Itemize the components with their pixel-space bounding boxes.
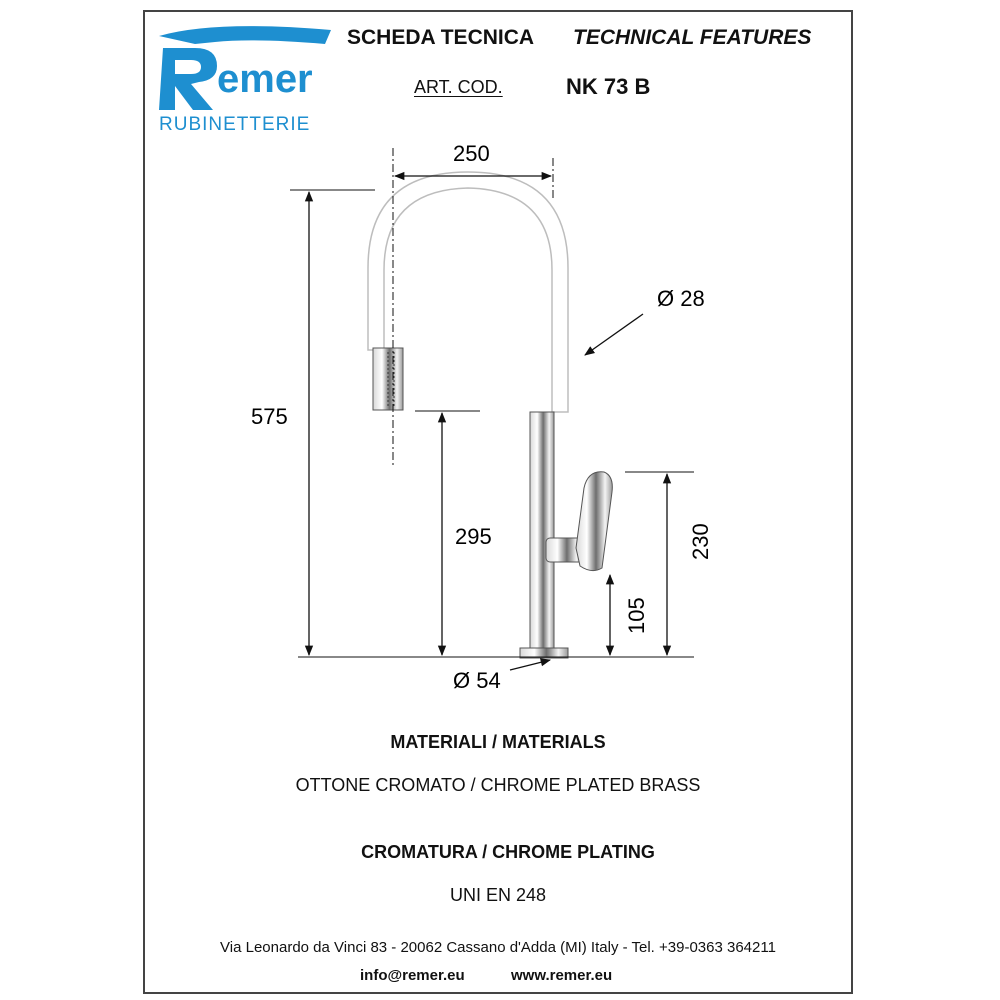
footer-email[interactable]: info@remer.eu <box>360 967 465 984</box>
technical-features-title: TECHNICAL FEATURES <box>573 26 812 49</box>
faucet-body <box>530 412 554 650</box>
scheda-tecnica-title: SCHEDA TECNICA <box>347 26 535 49</box>
brand-subtitle: RUBINETTERIE <box>159 114 311 135</box>
footer-website[interactable]: www.remer.eu <box>511 967 613 984</box>
dim-label-250: 250 <box>453 141 490 166</box>
lever-handle <box>546 472 612 571</box>
dim-label-o28: Ø 28 <box>657 286 705 311</box>
materials-title: MATERIALI / MATERIALS <box>390 732 606 752</box>
dim-label-575: 575 <box>251 404 288 429</box>
logo-word: emer <box>217 57 313 101</box>
dim-label-o54: Ø 54 <box>453 668 501 693</box>
footer-address: Via Leonardo da Vinci 83 - 20062 Cassano d'Adda (MI) Italy - Tel. +39-0363 364211 <box>220 939 776 956</box>
spray-head <box>373 348 403 410</box>
leader-o54 <box>510 660 550 670</box>
art-cod-label: ART. COD. <box>414 77 503 97</box>
leader-o28 <box>585 314 643 355</box>
art-code: NK 73 B <box>566 74 651 99</box>
dim-label-230: 230 <box>688 523 713 560</box>
plating-value: UNI EN 248 <box>449 885 547 905</box>
materials-value: OTTONE CROMATO / CHROME PLATED BRASS <box>295 775 701 795</box>
plating-title: CROMATURA / CHROME PLATING <box>361 842 655 862</box>
dim-label-105: 105 <box>624 597 649 634</box>
dim-label-295: 295 <box>455 524 492 549</box>
